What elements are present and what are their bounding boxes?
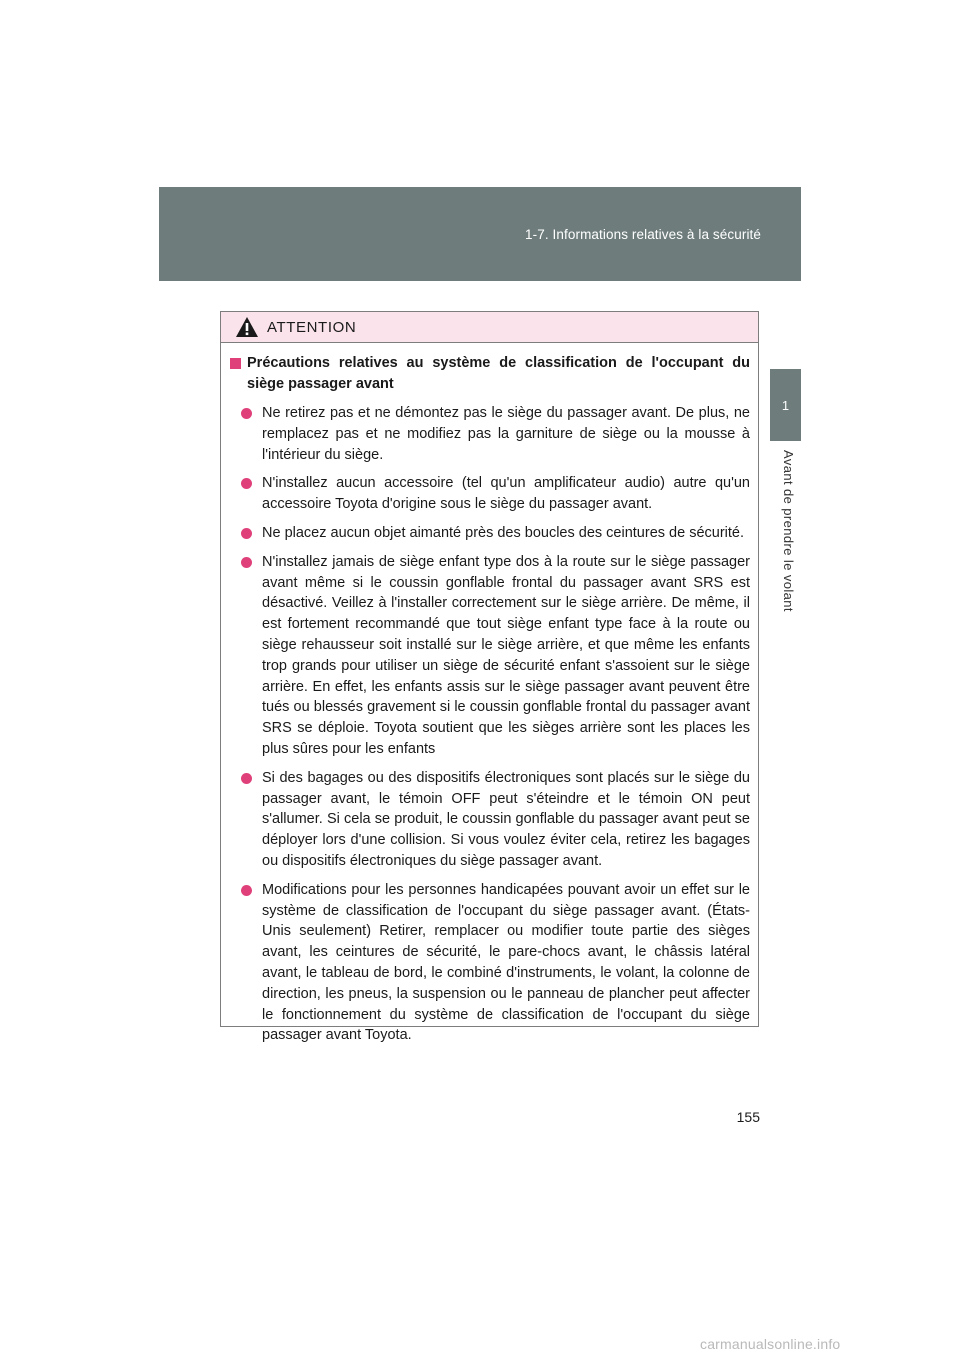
list-item-text: N'installez jamais de siège enfant type dos à la route sur le siège passager avant même si le coussin gonflable frontal du passager avant SRS est désactivé. Veillez à l'installer correctement sur le siège arrière. De même, il est fortement recommandé que tout siège enfant type face à la route ou siège rehausseur soit installé sur le siège arrière, et que même les enfants trop grands pour utiliser un siège de sécurité enfant s'assoient sur le siège arrière. En effet, les enfants assis sur le siège passager avant peuvent être tués ou blessés gravement si le coussin gonflable frontal du passager avant SRS se déploie. Toyota soutient que les sièges arrière sont les places les plus sûres pour les enfants	[262, 553, 750, 757]
attention-header	[221, 312, 758, 343]
section-heading	[230, 353, 750, 395]
warning-triangle-icon	[235, 316, 259, 338]
bullet-icon	[241, 408, 252, 419]
header-band	[159, 187, 801, 281]
chapter-title: Avant de prendre le volant	[781, 450, 796, 612]
page-number: 155	[736, 1109, 760, 1125]
attention-box	[220, 311, 759, 1044]
list-item	[239, 473, 750, 515]
chapter-tab	[770, 369, 801, 441]
list-item-text: N'installez aucun accessoire (tel qu'un amplificateur audio) autre qu'un accessoire Toyota d'origine sous le siège du passager avant.	[262, 475, 750, 513]
list-item	[239, 523, 750, 544]
watermark: carmanualsonline.info	[700, 1336, 841, 1352]
list-item-text: Modifications pour les personnes handicapées pouvant avoir un effet sur le système de classification de l'occupant du siège passager avant. (États-Unis seulement) Retirer, remplacer ou modifier toute partie des sièges avant, les ceintures de sécurité, le pare-chocs avant, le châssis latéral avant, le tableau de bord, le combiné d'instruments, le volant, la colonne de direction, les pneus, la suspension ou le panneau de plancher peut affecter le fonctionnement du système de classification de l'occupant du siège passager avant Toyota.	[262, 881, 750, 1044]
list-item	[239, 552, 750, 760]
list-item-text: Si des bagages ou des dispositifs électroniques sont placés sur le siège du passager avant, le témoin OFF peut s'éteindre et le témoin ON peut s'allumer. Si cela se produit, le coussin gonflable du passager avant peut se déployer lors d'une collision. Si vous voulez éviter cela, retirez les bagages ou dispositifs électroniques du siège passager avant.	[262, 769, 750, 869]
attention-body	[221, 343, 758, 1046]
bullet-icon	[241, 557, 252, 568]
list-item-text: Ne retirez pas et ne démontez pas le siège du passager avant. De plus, ne remplacez pas et ne modifiez pas la garniture de siège ou la mousse à l'intérieur du siège.	[262, 405, 750, 463]
section-title: 1-7. Informations relatives à la sécurité	[525, 227, 761, 242]
bullet-icon	[241, 478, 252, 489]
bullet-icon	[241, 528, 252, 539]
list-item-text: Ne placez aucun objet aimanté près des boucles des ceintures de sécurité.	[262, 524, 745, 541]
section-heading-text: Précautions relatives au système de classification de l'occupant du siège passager avant	[247, 355, 750, 392]
bullet-icon	[241, 885, 252, 896]
list-item	[239, 403, 750, 465]
chapter-number: 1	[781, 397, 790, 413]
attention-title: ATTENTION	[267, 318, 357, 336]
list-item	[239, 768, 750, 872]
list-item	[239, 880, 750, 1046]
bullet-icon	[241, 773, 252, 784]
square-bullet-icon	[230, 358, 241, 369]
